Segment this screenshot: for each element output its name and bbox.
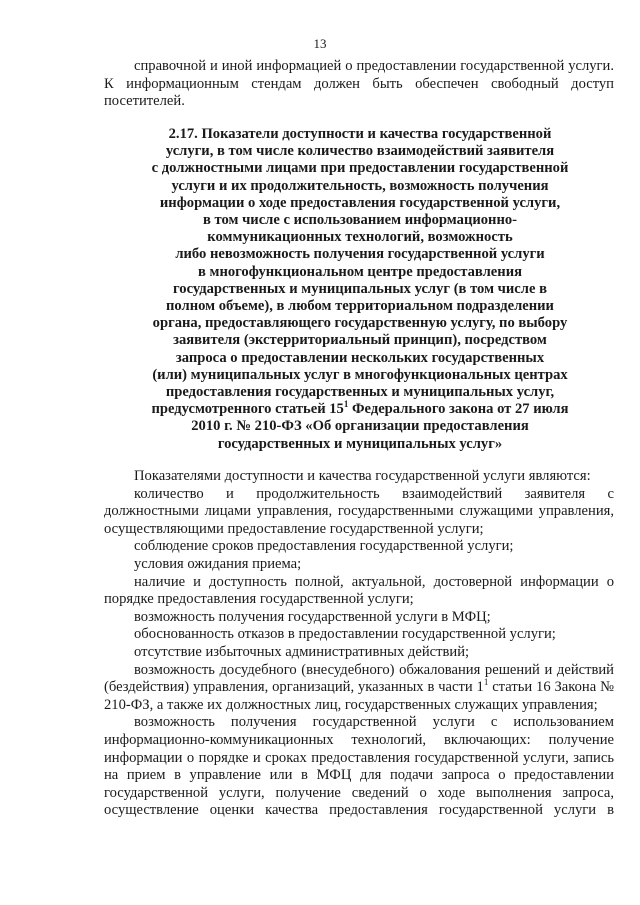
superscript: 1 — [343, 399, 349, 410]
heading-text: Федерального закона от 27 июля — [348, 401, 569, 418]
heading-line: услуги и их продолжительность, возможность получения — [171, 177, 549, 194]
heading-line: 2.17. Показатели доступности и качества государственной — [168, 126, 552, 142]
list-item: отсутствие избыточных административных действий; — [134, 643, 470, 660]
heading-line: с должностными лицами при предоставлении государственной — [151, 160, 569, 177]
heading-line: государственных и муниципальных услуг (в том числе в — [173, 280, 547, 297]
indicators-list — [104, 468, 614, 820]
heading-text: предусмотренного статьей 15 — [151, 401, 344, 418]
list-item: наличие и доступность полной, актуальной, достоверной информации о порядке предоставления государственной услуги; — [104, 573, 614, 608]
heading-line: коммуникационных технологий, возможность — [207, 229, 513, 246]
heading-line: 2010 г. № 210-ФЗ «Об организации предоставления — [191, 418, 529, 435]
intro-paragraph: справочной и иной информацией о предоставлении государственной услуги. К информационным стендам должен быть обеспечен свободный доступ посетителей. — [104, 58, 614, 110]
heading-line: полном объеме), в любом территориальном подразделении — [166, 298, 554, 315]
heading-line: в том числе с использованием информационно- — [202, 212, 518, 229]
list-item: количество и продолжительность взаимодействий заявителя с должностными лицами управления, государственными служащими управления, осуществляющими предоставление государственной услуги; — [104, 485, 614, 537]
list-item: возможность получения государственной услуги в МФЦ; — [134, 608, 491, 625]
superscript: 1 — [483, 677, 489, 688]
heading-line: предоставления государственных и муниципальных услуг, — [165, 384, 555, 401]
list-item: возможность получения государственной услуги с использованием информационно-коммуникационных технологий, включающих: получение информации о порядке и сроках предоставления государственной услуги, запись на прием в управление или в МФЦ для подачи запроса о предоставлении государственной услуги, получение сведений о ходе выполнения запроса, осуществление оценки качества предоставления государственной услуги в — [104, 714, 614, 819]
list-item-text: возможность досудебного (внесудебного) обжалования решений и действий (бездействия) управления, организаций, указанных в части 1 — [104, 661, 614, 696]
heading-line: информации о ходе предоставления государственной услуги, — [159, 194, 561, 211]
page-number: 13 — [313, 36, 327, 51]
heading-line: органа, предоставляющего государственную услугу, по выбору — [152, 315, 568, 332]
heading-line: запроса о предоставлении нескольких государственных — [175, 349, 545, 366]
heading-line: заявителя (экстерриториальный принцип), посредством — [173, 332, 547, 349]
list-item — [104, 662, 614, 715]
paragraph-lead: Показателями доступности и качества государственной услуги являются: — [134, 468, 591, 484]
list-item-text: статьи 16 Закона № 210-ФЗ, а также их должностных лиц, государственных служащих управления; — [104, 679, 614, 713]
heading-line: (или) муниципальных услуг в многофункциональных центрах — [152, 366, 568, 383]
heading-line — [110, 401, 610, 418]
list-item: соблюдение сроков предоставления государственной услуги; — [134, 538, 514, 555]
heading-line: государственных и муниципальных услуг» — [217, 435, 503, 452]
heading-line: либо невозможность получения государственной услуги — [175, 246, 545, 263]
heading-line: в многофункциональном центре предоставления — [197, 263, 522, 280]
list-item: обоснованность отказов в предоставлении государственной услуги; — [134, 626, 556, 643]
section-heading — [110, 126, 610, 453]
heading-line: услуги, в том числе количество взаимодействий заявителя — [165, 143, 555, 160]
list-item: условия ожидания приема; — [134, 555, 302, 572]
